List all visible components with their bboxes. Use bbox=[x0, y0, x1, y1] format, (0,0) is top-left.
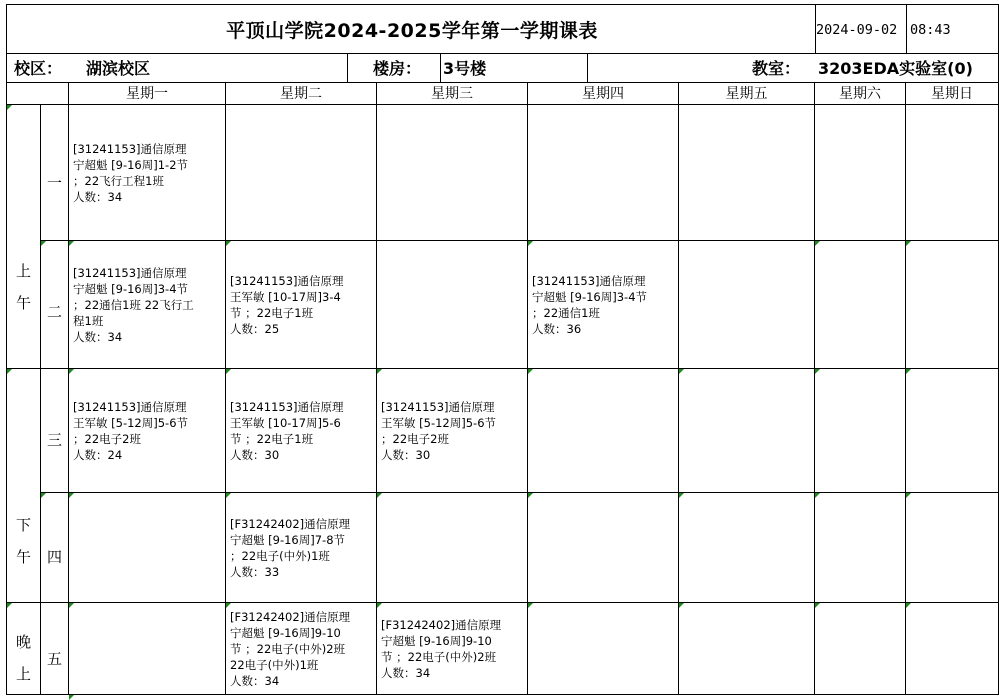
course-cell-p2-mon[interactable]: [31241153]通信原理 宁超魁 [9-16周]3-4节 ；22通信1班 22飞行工 程1班 人数：34 bbox=[73, 266, 194, 344]
campus-label: 校区： bbox=[14, 59, 63, 78]
course-cell-p3-mon[interactable]: [31241153]通信原理 王军敏 [5-12周]5-6节 ；22电子2班 人数：24 bbox=[73, 400, 189, 462]
page-title: 平顶山学院2024-2025学年第一学期课表 bbox=[226, 19, 598, 42]
day-header-thu: 星期四 bbox=[582, 86, 624, 102]
print-date: 2024-09-02 bbox=[816, 22, 898, 38]
period-1-label: 一 bbox=[46, 174, 62, 192]
period-2-label: 二 bbox=[46, 303, 62, 321]
course-cell-p3-wed[interactable]: [31241153]通信原理 王军敏 [5-12周]5-6节 ；22电子2班 人数：30 bbox=[381, 400, 497, 462]
course-cell-p2-tue[interactable]: [31241153]通信原理 王军敏 [10-17周]3-4 节 ；22电子1班 人数：25 bbox=[230, 274, 344, 336]
period-5-label: 五 bbox=[46, 650, 62, 668]
building-value: 3号楼 bbox=[443, 59, 487, 78]
course-cell-p5-wed[interactable]: [F31242402]通信原理 宁超魁 [9-16周]9-10 节 ；22电子(中外)2班 人数：34 bbox=[381, 618, 502, 680]
day-header-wed: 星期三 bbox=[431, 86, 473, 102]
course-cell-p4-tue[interactable]: [F31242402]通信原理 宁超魁 [9-16周]7-8节 ；22电子(中外)1班 人数：33 bbox=[230, 517, 351, 579]
day-header-fri: 星期五 bbox=[725, 86, 768, 102]
room-label: 教室： bbox=[752, 59, 801, 78]
session-morning: 上 午 bbox=[15, 262, 31, 312]
course-cell-p2-thu[interactable]: [31241153]通信原理 宁超魁 [9-16周]3-4节 ；22通信1班 人数：36 bbox=[532, 274, 648, 336]
period-4-label: 四 bbox=[46, 548, 62, 566]
day-header-sat: 星期六 bbox=[839, 86, 881, 102]
course-cell-p5-tue[interactable]: [F31242402]通信原理 宁超魁 [9-16周]9-10 节 ；22电子(中外)2班 22电子(中外)1班 人数：34 bbox=[230, 610, 351, 688]
campus-value: 湖滨校区 bbox=[86, 59, 151, 78]
print-time: 08:43 bbox=[910, 22, 951, 38]
room-value: 3203EDA实验室(0) bbox=[818, 59, 973, 78]
day-header-tue: 星期二 bbox=[280, 86, 322, 102]
building-label: 楼房： bbox=[373, 59, 422, 78]
session-afternoon: 下 午 bbox=[15, 516, 31, 566]
course-cell-p1-mon[interactable]: [31241153]通信原理 宁超魁 [9-16周]1-2节 ；22飞行工程1班 人数：34 bbox=[73, 142, 189, 204]
course-cell-p3-tue[interactable]: [31241153]通信原理 王军敏 [10-17周]5-6 节 ；22电子1班 人数：30 bbox=[230, 400, 344, 462]
day-header-mon: 星期一 bbox=[126, 86, 168, 102]
day-header-sun: 星期日 bbox=[931, 86, 973, 102]
period-3-label: 三 bbox=[46, 431, 62, 449]
session-evening: 晚 上 bbox=[15, 633, 31, 683]
